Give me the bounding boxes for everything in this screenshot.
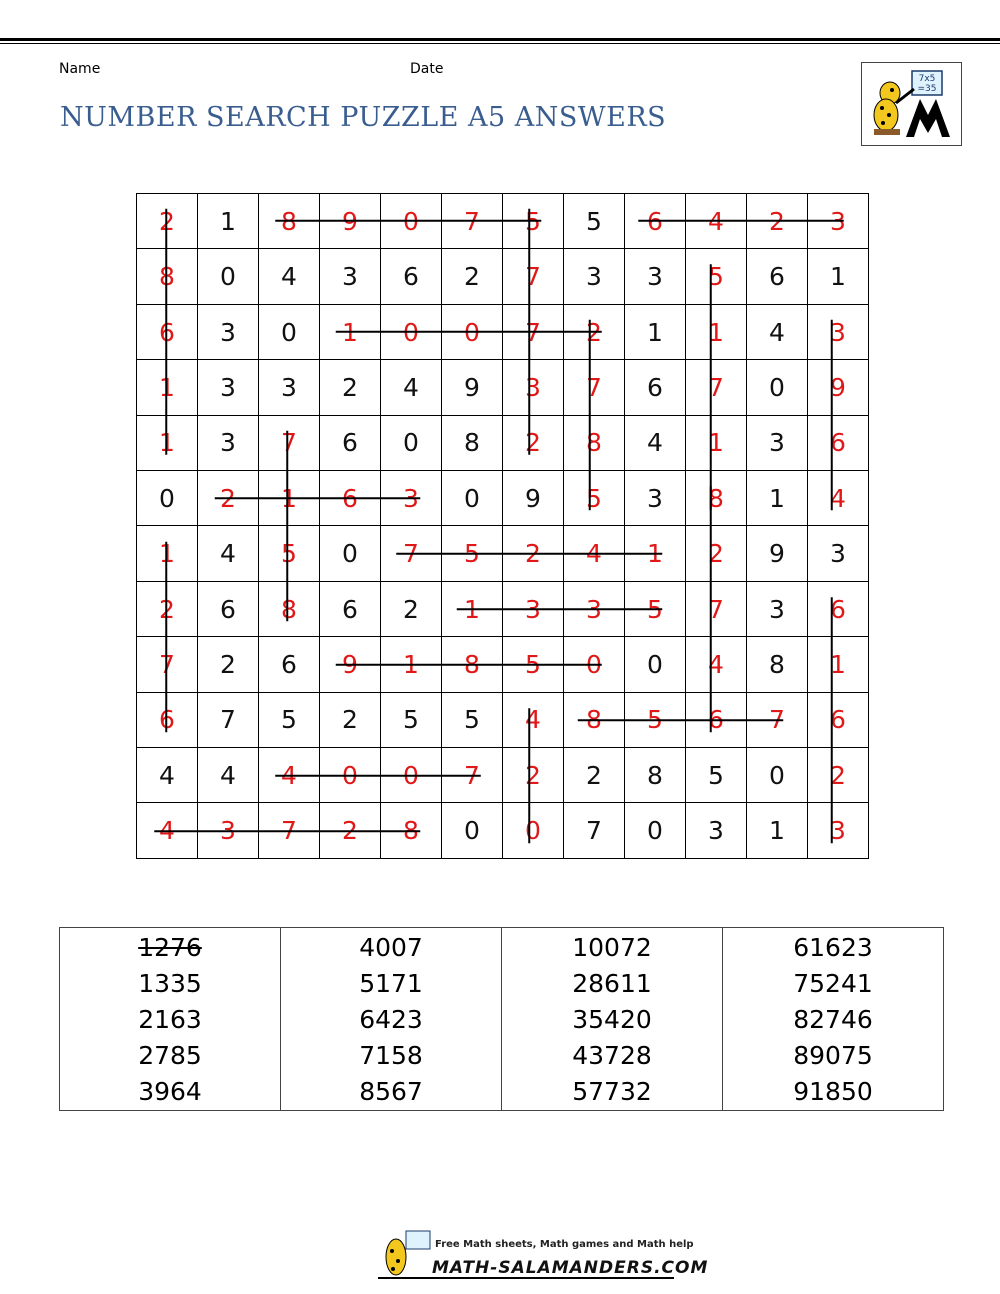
grid-cell: 4 [381, 360, 442, 415]
grid-cell: 6 [381, 249, 442, 304]
grid-cell: 5 [442, 692, 503, 747]
grid-cell: 4 [747, 304, 808, 359]
grid-row [137, 748, 869, 803]
footer-brand: MATH-SALAMANDERS.COM [432, 1258, 709, 1278]
grid-cell: 3 [198, 304, 259, 359]
grid-cell: 4 [198, 526, 259, 581]
grid-cell: 1 [442, 581, 503, 636]
logo-badge-line2: =35 [917, 84, 937, 94]
grid-cell: 2 [747, 194, 808, 249]
grid-cell: 3 [625, 249, 686, 304]
word-item: 6423 [359, 1005, 423, 1034]
logo-badge-line1: 7x5 [918, 74, 936, 84]
grid-cell: 7 [686, 360, 747, 415]
grid-cell: 3 [198, 803, 259, 859]
grid-cell: 3 [747, 415, 808, 470]
grid-cell: 9 [320, 637, 381, 692]
grid-cell: 3 [503, 360, 564, 415]
grid-cell: 3 [808, 526, 869, 581]
grid-cell: 4 [259, 748, 320, 803]
grid-cell: 4 [564, 526, 625, 581]
name-label: Name [59, 61, 101, 77]
word-item: 3964 [138, 1077, 202, 1106]
grid-row [137, 692, 869, 747]
grid-cell: 8 [259, 194, 320, 249]
grid-cell: 4 [808, 471, 869, 526]
grid-cell: 3 [808, 194, 869, 249]
grid-cell: 5 [686, 748, 747, 803]
grid-cell: 7 [686, 581, 747, 636]
salamander-logo [861, 62, 962, 146]
grid-cell: 8 [442, 415, 503, 470]
grid-cell: 3 [564, 249, 625, 304]
grid-cell: 8 [686, 471, 747, 526]
grid-row [137, 526, 869, 581]
grid-cell: 1 [137, 526, 198, 581]
word-item: 1276 [138, 933, 202, 962]
word-item: 8567 [359, 1077, 423, 1106]
grid-cell: 5 [259, 526, 320, 581]
grid-cell: 1 [259, 471, 320, 526]
grid-cell: 8 [137, 249, 198, 304]
grid-row [137, 304, 869, 359]
grid-cell: 0 [259, 304, 320, 359]
grid-cell: 8 [564, 692, 625, 747]
grid-cell: 5 [259, 692, 320, 747]
number-search-grid [136, 193, 862, 859]
grid-cell: 3 [381, 471, 442, 526]
grid-cell: 7 [259, 415, 320, 470]
grid-cell: 1 [808, 249, 869, 304]
grid-cell: 2 [442, 249, 503, 304]
grid-cell: 9 [503, 471, 564, 526]
word-item: 5171 [359, 969, 423, 998]
grid-cell: 3 [198, 360, 259, 415]
word-column [60, 928, 281, 1111]
word-item: 28611 [572, 969, 652, 998]
word-column [502, 928, 723, 1111]
grid-cell: 9 [747, 526, 808, 581]
grid-cell: 8 [381, 803, 442, 859]
grid-row [137, 803, 869, 859]
footer-tagline: Free Math sheets, Math games and Math help [435, 1239, 694, 1250]
grid-cell: 0 [442, 803, 503, 859]
grid-cell: 6 [320, 415, 381, 470]
grid-cell: 5 [686, 249, 747, 304]
word-item: 2785 [138, 1041, 202, 1070]
word-column [281, 928, 502, 1111]
grid-cell: 9 [442, 360, 503, 415]
grid-cell: 2 [808, 748, 869, 803]
grid-cell: 7 [137, 637, 198, 692]
grid-cell: 6 [808, 581, 869, 636]
grid-cell: 4 [686, 194, 747, 249]
word-item: 4007 [359, 933, 423, 962]
word-item: 1335 [138, 969, 202, 998]
grid-cell: 5 [625, 692, 686, 747]
grid-cell: 6 [747, 249, 808, 304]
grid-cell: 1 [808, 637, 869, 692]
word-item: 35420 [572, 1005, 652, 1034]
word-item: 75241 [793, 969, 873, 998]
word-item: 10072 [572, 933, 652, 962]
grid-cell: 1 [137, 415, 198, 470]
word-column [723, 928, 944, 1111]
grid-cell: 5 [442, 526, 503, 581]
grid-cell: 7 [503, 249, 564, 304]
grid-cell: 3 [808, 803, 869, 859]
grid-cell: 5 [503, 637, 564, 692]
grid-cell: 1 [137, 360, 198, 415]
word-item: 57732 [572, 1077, 652, 1106]
grid-cell: 7 [503, 304, 564, 359]
grid-cell: 2 [564, 748, 625, 803]
grid-cell: 6 [320, 581, 381, 636]
grid-cell: 2 [137, 194, 198, 249]
grid-cell: 0 [381, 415, 442, 470]
grid-cell: 1 [625, 526, 686, 581]
grid-cell: 7 [564, 803, 625, 859]
grid-cell: 1 [381, 637, 442, 692]
grid-cell: 6 [320, 471, 381, 526]
grid-cell: 6 [808, 692, 869, 747]
puzzle-grid-table [136, 193, 869, 859]
grid-cell: 1 [747, 471, 808, 526]
grid-row [137, 471, 869, 526]
grid-cell: 8 [259, 581, 320, 636]
grid-cell: 0 [625, 637, 686, 692]
grid-cell: 1 [625, 304, 686, 359]
grid-cell: 7 [747, 692, 808, 747]
grid-cell: 3 [747, 581, 808, 636]
grid-row [137, 360, 869, 415]
grid-cell: 1 [198, 194, 259, 249]
grid-cell: 0 [564, 637, 625, 692]
grid-cell: 4 [686, 637, 747, 692]
grid-cell: 8 [564, 415, 625, 470]
grid-cell: 2 [198, 471, 259, 526]
grid-cell: 0 [137, 471, 198, 526]
grid-cell: 6 [686, 692, 747, 747]
grid-cell: 0 [625, 803, 686, 859]
grid-cell: 4 [137, 803, 198, 859]
grid-row [137, 415, 869, 470]
grid-cell: 7 [442, 194, 503, 249]
grid-cell: 7 [198, 692, 259, 747]
grid-cell: 2 [503, 415, 564, 470]
grid-cell: 3 [808, 304, 869, 359]
grid-cell: 0 [442, 471, 503, 526]
grid-cell: 2 [503, 526, 564, 581]
page-title: NUMBER SEARCH PUZZLE A5 ANSWERS [60, 102, 667, 133]
grid-cell: 8 [625, 748, 686, 803]
grid-cell: 6 [137, 692, 198, 747]
grid-cell: 0 [320, 526, 381, 581]
grid-cell: 9 [320, 194, 381, 249]
grid-cell: 2 [198, 637, 259, 692]
grid-cell: 4 [503, 692, 564, 747]
grid-cell: 0 [198, 249, 259, 304]
grid-cell: 6 [198, 581, 259, 636]
grid-cell: 3 [503, 581, 564, 636]
grid-cell: 5 [564, 194, 625, 249]
grid-cell: 6 [625, 360, 686, 415]
grid-cell: 8 [747, 637, 808, 692]
grid-cell: 9 [808, 360, 869, 415]
grid-cell: 0 [747, 748, 808, 803]
grid-cell: 5 [625, 581, 686, 636]
grid-cell: 6 [625, 194, 686, 249]
word-list [59, 927, 944, 1111]
salamander-icon [862, 63, 962, 146]
grid-cell: 4 [625, 415, 686, 470]
grid-cell: 3 [198, 415, 259, 470]
grid-row [137, 249, 869, 304]
grid-cell: 5 [564, 471, 625, 526]
grid-cell: 1 [686, 415, 747, 470]
grid-cell: 0 [381, 304, 442, 359]
grid-cell: 7 [259, 803, 320, 859]
grid-cell: 2 [686, 526, 747, 581]
grid-row [137, 194, 869, 249]
grid-cell: 5 [503, 194, 564, 249]
grid-cell: 2 [503, 748, 564, 803]
grid-cell: 8 [442, 637, 503, 692]
word-item: 7158 [359, 1041, 423, 1070]
grid-cell: 3 [686, 803, 747, 859]
grid-cell: 3 [259, 360, 320, 415]
grid-cell: 1 [320, 304, 381, 359]
top-rule [0, 38, 1000, 44]
grid-cell: 4 [137, 748, 198, 803]
grid-cell: 2 [320, 803, 381, 859]
grid-row [137, 581, 869, 636]
grid-cell: 2 [564, 304, 625, 359]
grid-cell: 1 [747, 803, 808, 859]
word-item: 61623 [793, 933, 873, 962]
word-item: 89075 [793, 1041, 873, 1070]
word-item: 82746 [793, 1005, 873, 1034]
grid-cell: 0 [747, 360, 808, 415]
grid-cell: 5 [381, 692, 442, 747]
word-item: 43728 [572, 1041, 652, 1070]
grid-cell: 7 [381, 526, 442, 581]
grid-cell: 0 [320, 748, 381, 803]
grid-cell: 2 [137, 581, 198, 636]
grid-cell: 0 [381, 748, 442, 803]
grid-cell: 1 [686, 304, 747, 359]
grid-cell: 4 [259, 249, 320, 304]
word-item: 91850 [793, 1077, 873, 1106]
grid-cell: 3 [564, 581, 625, 636]
grid-cell: 0 [381, 194, 442, 249]
date-label: Date [410, 61, 444, 77]
grid-row [137, 637, 869, 692]
grid-cell: 2 [320, 360, 381, 415]
grid-cell: 2 [320, 692, 381, 747]
word-item: 2163 [138, 1005, 202, 1034]
grid-cell: 0 [442, 304, 503, 359]
grid-cell: 3 [625, 471, 686, 526]
grid-cell: 4 [198, 748, 259, 803]
grid-cell: 7 [442, 748, 503, 803]
grid-cell: 6 [808, 415, 869, 470]
grid-cell: 6 [259, 637, 320, 692]
grid-cell: 2 [381, 581, 442, 636]
grid-cell: 3 [320, 249, 381, 304]
grid-cell: 6 [137, 304, 198, 359]
grid-cell: 7 [564, 360, 625, 415]
grid-cell: 0 [503, 803, 564, 859]
